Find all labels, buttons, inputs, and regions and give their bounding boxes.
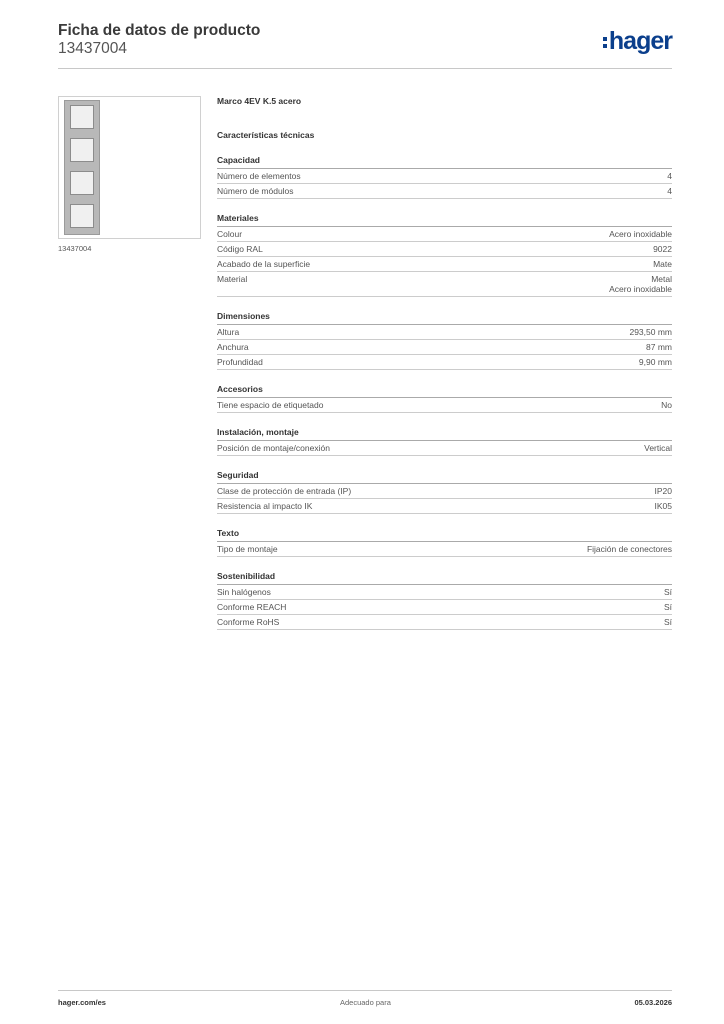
spec-value-line: IK05 — [654, 501, 672, 511]
product-image — [58, 96, 201, 239]
footer-date: 05.03.2026 — [634, 998, 672, 1007]
spec-section — [217, 528, 672, 557]
spec-row — [217, 184, 672, 199]
spec-section — [217, 571, 672, 630]
spec-value-line: No — [661, 400, 672, 410]
spec-label: Profundidad — [217, 357, 263, 367]
spec-value — [664, 602, 672, 612]
spec-row — [217, 325, 672, 340]
spec-row — [217, 272, 672, 297]
section-title: Instalación, montaje — [217, 427, 672, 441]
spec-value — [644, 443, 672, 453]
section-title: Dimensiones — [217, 311, 672, 325]
spec-value-line: 293,50 mm — [629, 327, 672, 337]
spec-value — [667, 186, 672, 196]
footer-divider — [58, 990, 672, 991]
spec-value — [653, 259, 672, 269]
frame-picture — [64, 100, 100, 235]
spec-label: Colour — [217, 229, 243, 239]
page-title: Ficha de datos de producto — [58, 22, 261, 39]
spec-label: Acabado de la superficie — [217, 259, 311, 269]
header-divider — [58, 68, 672, 69]
spec-value — [587, 544, 672, 554]
spec-value-line: 9022 — [653, 244, 672, 254]
spec-label: Posición de montaje/conexión — [217, 443, 330, 453]
spec-value — [661, 400, 672, 410]
spec-value — [664, 587, 672, 597]
spec-value-line: Fijación de conectores — [586, 544, 672, 554]
spec-label: Clase de protección de entrada (IP) — [217, 486, 352, 496]
spec-section — [217, 427, 672, 456]
product-code: 13437004 — [58, 40, 127, 57]
spec-label: Conforme RoHS — [217, 617, 280, 627]
spec-row — [217, 242, 672, 257]
spec-row — [217, 441, 672, 456]
frame-slot — [70, 171, 94, 195]
spec-label: Número de elementos — [217, 171, 301, 181]
logo-dots-icon — [603, 37, 607, 48]
frame-slot — [70, 138, 94, 162]
logo-text: hager — [608, 27, 672, 55]
section-title: Capacidad — [217, 155, 672, 169]
spec-label: Conforme REACH — [217, 602, 287, 612]
spec-value-line: Mate — [653, 259, 672, 269]
spec-row — [217, 169, 672, 184]
spec-label: Altura — [217, 327, 240, 337]
spec-label: Resistencia al impacto IK — [217, 501, 313, 511]
spec-section — [217, 213, 672, 297]
spec-row — [217, 615, 672, 630]
spec-row — [217, 398, 672, 413]
spec-label: Tiene espacio de etiquetado — [217, 400, 324, 410]
spec-label: Tipo de montaje — [217, 544, 278, 554]
spec-value — [646, 342, 672, 352]
spec-section — [217, 384, 672, 413]
spec-label: Sin halógenos — [217, 587, 271, 597]
spec-value — [609, 274, 672, 294]
spec-row — [217, 257, 672, 272]
section-title: Seguridad — [217, 470, 672, 484]
spec-value-line: Sí — [663, 617, 672, 627]
section-title: Materiales — [217, 213, 672, 227]
spec-value-line: IP20 — [654, 486, 672, 496]
spec-row — [217, 340, 672, 355]
spec-value-line: Sí — [663, 587, 672, 597]
spec-value-line: Vertical — [644, 443, 672, 453]
frame-slot — [70, 204, 94, 228]
spec-value-line: Acero inoxidable — [609, 284, 672, 294]
spec-value-line: Sí — [663, 602, 672, 612]
spec-label: Código RAL — [217, 244, 263, 254]
spec-section — [217, 311, 672, 370]
spec-value-line: Metal — [651, 274, 672, 284]
spec-value-line: 4 — [667, 171, 672, 181]
spec-row — [217, 499, 672, 514]
footer-note: Adecuado para — [340, 998, 391, 1007]
frame-slot — [70, 105, 94, 129]
image-caption: 13437004 — [58, 244, 92, 253]
spec-section — [217, 155, 672, 199]
spec-section — [217, 470, 672, 514]
spec-label: Material — [217, 274, 248, 284]
spec-value — [655, 486, 673, 496]
spec-value — [655, 501, 673, 511]
spec-sections — [217, 155, 672, 630]
spec-value — [667, 171, 672, 181]
spec-row — [217, 227, 672, 242]
spec-row — [217, 484, 672, 499]
spec-value — [639, 357, 672, 367]
spec-value-line: 87 mm — [646, 342, 672, 352]
footer-website: hager.com/es — [58, 998, 106, 1007]
spec-value — [653, 244, 672, 254]
spec-value — [609, 229, 672, 239]
section-title: Accesorios — [217, 384, 672, 398]
product-details — [217, 96, 672, 644]
spec-label: Anchura — [217, 342, 249, 352]
section-title: Texto — [217, 528, 672, 542]
spec-value-line: 4 — [667, 186, 672, 196]
spec-value — [664, 617, 672, 627]
spec-row — [217, 585, 672, 600]
spec-row — [217, 355, 672, 370]
hager-logo — [603, 28, 672, 54]
page-header — [58, 22, 672, 58]
product-name: Marco 4EV K.5 acero — [217, 96, 302, 106]
technical-features-heading: Características técnicas — [217, 130, 315, 140]
spec-row — [217, 600, 672, 615]
spec-value-line: 9,90 mm — [638, 357, 672, 367]
spec-row — [217, 542, 672, 557]
section-title: Sostenibilidad — [217, 571, 672, 585]
spec-value-line: Acero inoxidable — [609, 229, 672, 239]
spec-value — [629, 327, 672, 337]
spec-label: Número de módulos — [217, 186, 294, 196]
